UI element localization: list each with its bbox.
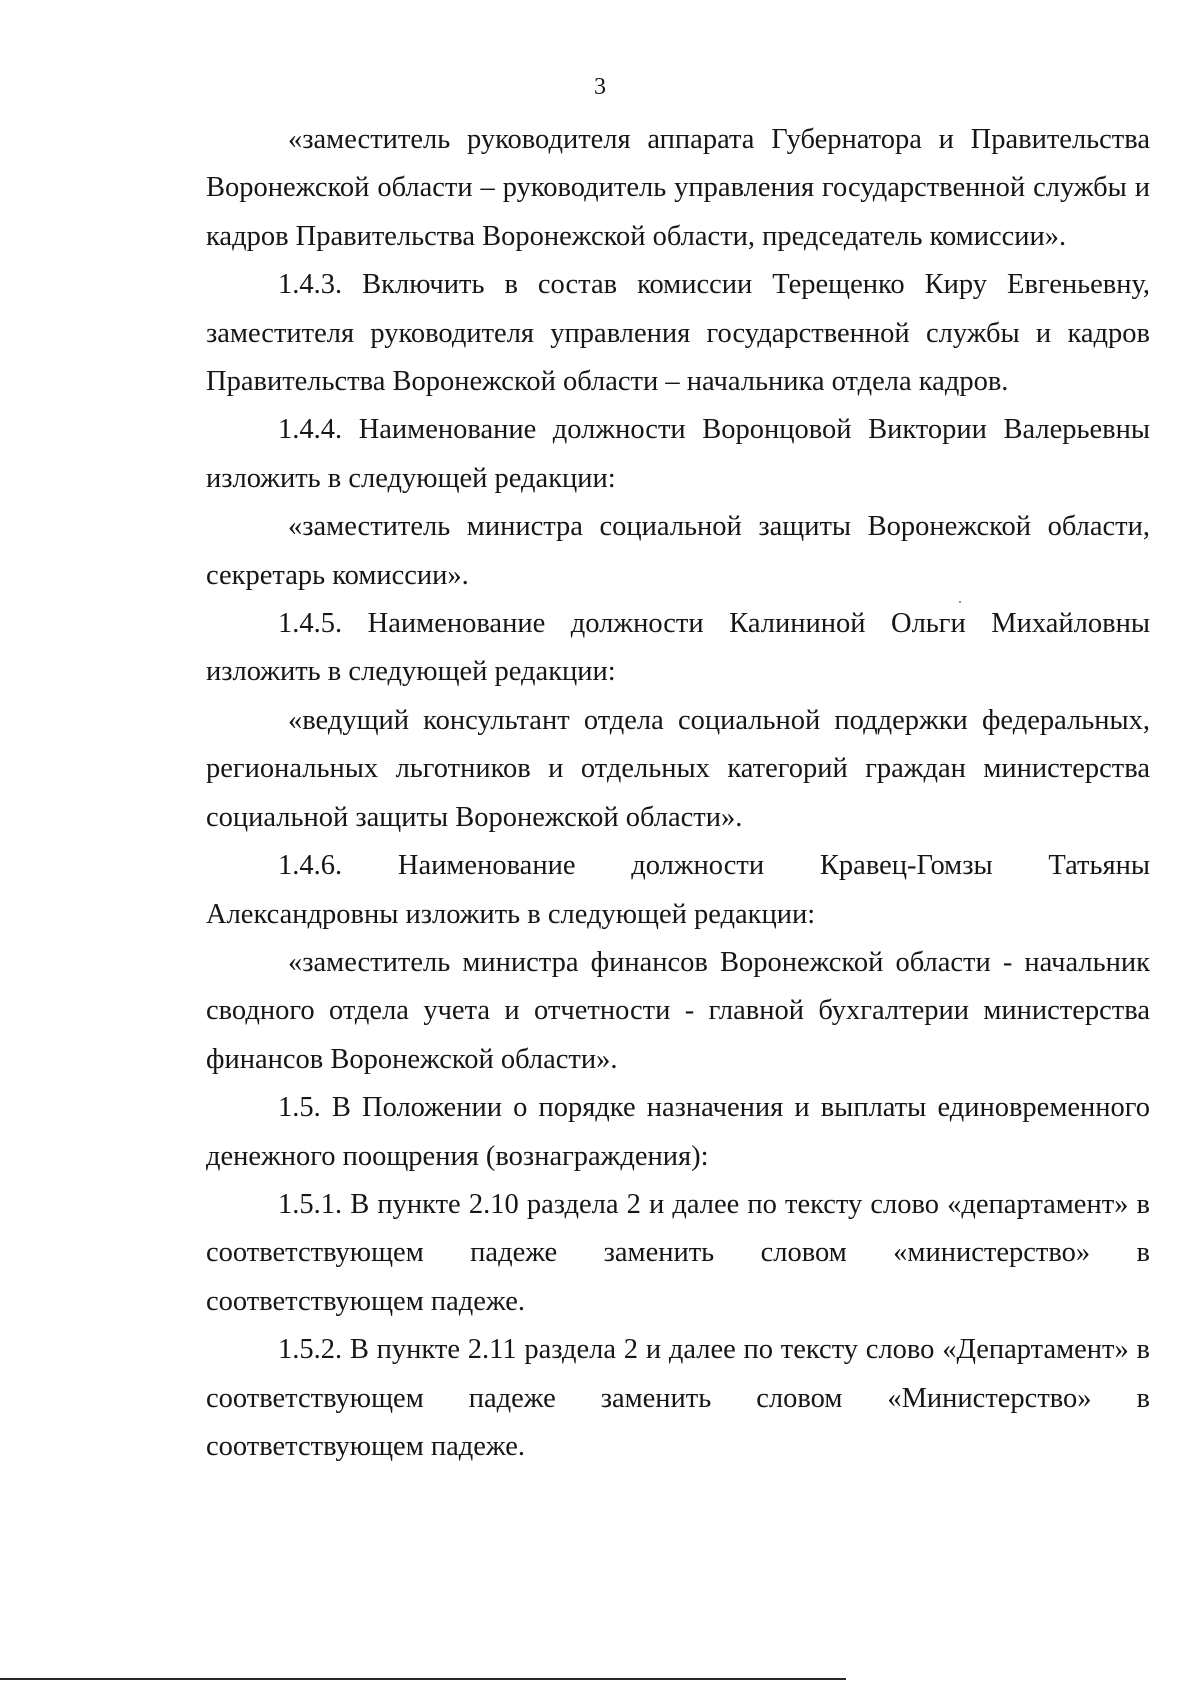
paragraph-position-title-chair: «заместитель руководителя аппарата Губернатора и Правительства Воронежской области – руководитель управления государственной службы и кадров Правительства Воронежской области, председатель комиссии». — [206, 124, 1150, 252]
page-number: 3 — [594, 74, 606, 100]
bottom-rule — [0, 1678, 846, 1680]
paragraph-1-4-3: 1.4.3. Включить в состав комиссии Терещенко Киру Евгеньевну, заместителя руководителя управления государственной службы и кадров Правительства Воронежской области – начальника отдела кадров. — [206, 269, 1150, 398]
paragraph-1-5-1: 1.5.1. В пункте 2.10 раздела 2 и далее по тексту слово «департамент» в соответствующем падеже заменить словом «министерство» в соответствующем падеже. — [206, 1188, 1150, 1317]
document-body — [206, 116, 1150, 1471]
paragraph-1-4-4: 1.4.4. Наименование должности Воронцовой Виктории Валерьевны изложить в следующей редакции: — [206, 414, 1150, 494]
paragraph-1-5: 1.5. В Положении о порядке назначения и выплаты единовременного денежного поощрения (вознаграждения): — [206, 1092, 1150, 1172]
paragraph-1-5-2: 1.5.2. В пункте 2.11 раздела 2 и далее по тексту слово «Департамент» в соответствующем падеже заменить словом «Министерство» в соответствующем падеже. — [206, 1334, 1150, 1462]
paragraph-position-title-secretary: «заместитель министра социальной защиты Воронежской области, секретарь комиссии». — [206, 511, 1150, 591]
paragraph-position-title-deputy-minister: «заместитель министра финансов Воронежской области - начальник сводного отдела учета и отчетности - главной бухгалтерии министерства финансов Воронежской области». — [206, 946, 1150, 1075]
scan-speck — [959, 601, 961, 603]
paragraph-1-4-6: 1.4.6. Наименование должности Кравец-Гомзы Татьяны Александровны изложить в следующей редакции: — [206, 850, 1150, 930]
paragraph-1-4-5: 1.4.5. Наименование должности Калининой Ольги Михайловны изложить в следующей редакции: — [206, 608, 1150, 688]
paragraph-position-title-consultant: «ведущий консультант отдела социальной поддержки федеральных, региональных льготников и отдельных категорий граждан министерства социальной защиты Воронежской области». — [206, 704, 1150, 833]
